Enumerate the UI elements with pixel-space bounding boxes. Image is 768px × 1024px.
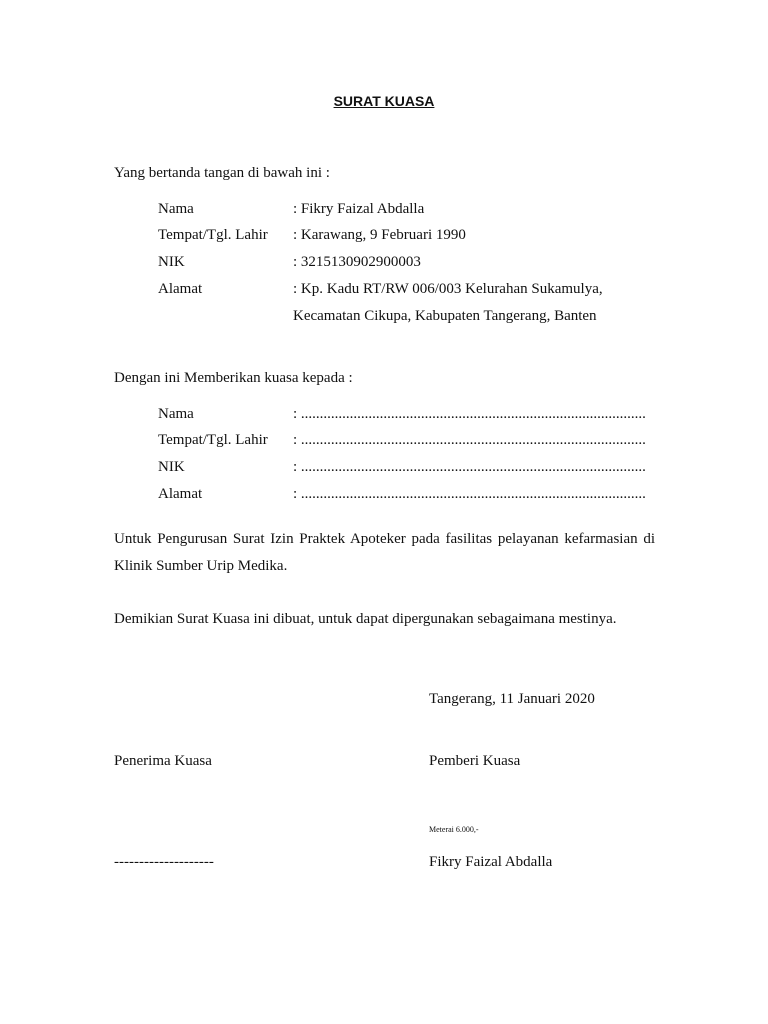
document-title: SURAT KUASA [333, 93, 435, 109]
place-date: Tangerang, 11 Januari 2020 [429, 691, 595, 707]
grantor-nik-label: NIK [158, 254, 185, 270]
grantor-name-label: Nama [158, 201, 194, 217]
purpose-line-2: Klinik Sumber Urip Medika. [114, 558, 288, 574]
grantor-name-value: : Fikry Faizal Abdalla [293, 201, 425, 217]
grantor-birth-value: : Karawang, 9 Februari 1990 [293, 227, 466, 243]
grantee-birth-label: Tempat/Tgl. Lahir [158, 432, 268, 448]
purpose-line-1: Untuk Pengurusan Surat Izin Praktek Apoteker pada fasilitas pelayanan kefarmasian di [114, 531, 655, 547]
grantor-address-value: : Kp. Kadu RT/RW 006/003 Kelurahan Sukamulya, [293, 281, 603, 297]
grantee-name-label: Nama [158, 406, 194, 422]
grantee-nik-value: : ............................................................................................ [293, 459, 646, 475]
receiver-name-line: -------------------- [114, 854, 214, 870]
closing-text: Demikian Surat Kuasa ini dibuat, untuk dapat dipergunakan sebagaimana mestinya. [114, 611, 617, 627]
grantee-address-label: Alamat [158, 486, 203, 502]
grantee-name-value: : ............................................................................................ [293, 406, 646, 422]
intro-text: Yang bertanda tangan di bawah ini : [114, 165, 330, 181]
grantor-address-line2: Kecamatan Cikupa, Kabupaten Tangerang, Banten [293, 308, 597, 324]
grantor-nik-value: : 3215130902900003 [293, 254, 421, 270]
grantee-nik-label: NIK [158, 459, 185, 475]
stamp-note: Meterai 6.000,- [429, 825, 479, 834]
grantor-address-label: Alamat [158, 281, 203, 297]
giver-label: Pemberi Kuasa [429, 753, 521, 769]
receiver-label: Penerima Kuasa [114, 753, 212, 769]
grant-intro-text: Dengan ini Memberikan kuasa kepada : [114, 370, 353, 386]
grantee-address-value: : ............................................................................................ [293, 486, 646, 502]
giver-name: Fikry Faizal Abdalla [429, 854, 553, 870]
grantee-birth-value: : ............................................................................................ [293, 432, 646, 448]
grantor-birth-label: Tempat/Tgl. Lahir [158, 227, 268, 243]
